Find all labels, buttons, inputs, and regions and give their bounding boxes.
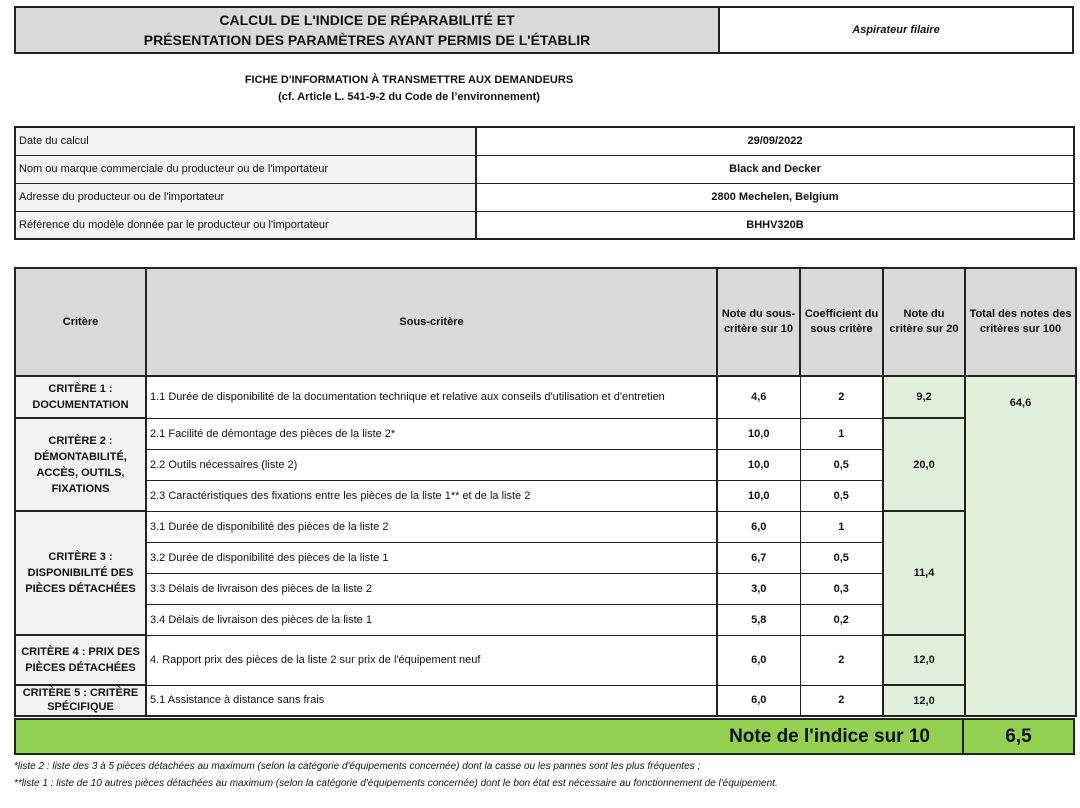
- criteria-table: [14, 267, 1077, 717]
- sub-criterion-note: 4,6: [717, 376, 800, 418]
- criterion-name: CRITÈRE 3 : DISPONIBILITÉ DES PIÈCES DÉTACHÉES: [15, 511, 146, 635]
- sub-criterion-note: 6,7: [717, 542, 800, 573]
- col-header-note-critere: Note du critère sur 20: [883, 268, 965, 376]
- sub-criterion-coef: 0,5: [800, 480, 883, 511]
- criterion-name: CRITÈRE 2 : DÉMONTABILITÉ, ACCÈS, OUTILS, FIXATIONS: [15, 418, 146, 511]
- sub-criterion-coef: 1: [800, 418, 883, 449]
- info-value: 29/09/2022: [476, 127, 1074, 155]
- sub-criterion-label: 5.1 Assistance à distance sans frais: [146, 685, 717, 716]
- sub-criterion-note: 5,8: [717, 604, 800, 635]
- document-header: [14, 6, 1074, 54]
- col-header-critere: Critère: [15, 268, 146, 376]
- title-line-2: PRÉSENTATION DES PARAMÈTRES AYANT PERMIS DE L'ÉTABLIR: [143, 32, 591, 48]
- criterion-score: 12,0: [883, 685, 965, 716]
- subtitle-line-1: FICHE D'INFORMATION À TRANSMETTRE AUX DEMANDEURS: [244, 74, 574, 86]
- sub-criterion-coef: 0,3: [800, 573, 883, 604]
- final-score-value: 6,5: [1005, 726, 1032, 747]
- col-header-sous-critere: Sous-critère: [146, 268, 717, 376]
- table-row: [15, 635, 1076, 685]
- table-row: [15, 376, 1076, 418]
- info-value: Black and Decker: [476, 155, 1074, 183]
- sub-criterion-note: 10,0: [717, 449, 800, 480]
- info-row: [15, 155, 1074, 183]
- info-label: Référence du modèle donnée par le producteur ou l'importateur: [15, 211, 476, 239]
- sub-criterion-label: 3.1 Durée de disponibilité des pièces de la liste 2: [146, 511, 717, 542]
- sub-criterion-label: 2.2 Outils nécessaires (liste 2): [146, 449, 717, 480]
- sub-criterion-label: 1.1 Durée de disponibilité de la documentation technique et relative aux conseils d'utilisation et d'entretien: [146, 376, 717, 418]
- sub-criterion-label: 3.2 Durée de disponibilité des pièces de la liste 1: [146, 542, 717, 573]
- sub-criterion-note: 6,0: [717, 635, 800, 685]
- sub-criterion-note: 3,0: [717, 573, 800, 604]
- sub-criterion-note: 10,0: [717, 480, 800, 511]
- sub-criterion-coef: 0,5: [800, 542, 883, 573]
- criterion-score: 12,0: [883, 635, 965, 685]
- sub-criterion-note: 6,0: [717, 685, 800, 716]
- sub-criterion-coef: 1: [800, 511, 883, 542]
- sub-criterion-label: 2.1 Facilité de démontage des pièces de la liste 2*: [146, 418, 717, 449]
- criterion-cell: [15, 685, 146, 716]
- col-header-coef: Coefficient du sous critère: [800, 268, 883, 376]
- sub-criterion-coef: 0,2: [800, 604, 883, 635]
- criterion-score: 20,0: [883, 418, 965, 511]
- info-label: Adresse du producteur ou de l'importateur: [15, 183, 476, 211]
- footnote: *liste 2 : liste des 3 à 5 pièces détachées au maximum (selon la catégorie d'équipements concernée) dont la casse ou les pannes sont les plus fréquentes ;: [14, 761, 701, 772]
- table-row: [15, 418, 1076, 449]
- col-header-note-sous: Note du sous-critère sur 10: [717, 268, 800, 376]
- sub-criterion-coef: 2: [800, 685, 883, 716]
- sub-criterion-coef: 2: [800, 635, 883, 685]
- footnotes: [14, 758, 1074, 792]
- subtitle-line-2: (cf. Article L. 541-9-2 du Code de l’environnement): [278, 91, 540, 103]
- document-title: [16, 8, 720, 52]
- sub-criterion-label: 2.3 Caractéristiques des fixations entre les pièces de la liste 1** et de la liste 2: [146, 480, 717, 511]
- sub-criterion-note: 10,0: [717, 418, 800, 449]
- sub-criterion-label: 3.3 Délais de livraison des pièces de la liste 2: [146, 573, 717, 604]
- info-row: [15, 127, 1074, 155]
- sub-criterion-coef: 2: [800, 376, 883, 418]
- sub-criterion-note: 6,0: [717, 511, 800, 542]
- info-label: Date du calcul: [15, 127, 476, 155]
- footnote: **liste 1 : liste de 10 autres pièces détachées au maximum (selon la catégorie d'équipements concernée) dont le bon état est nécessaire au fonctionnement de l'équipement.: [14, 778, 778, 789]
- sub-criterion-label: 3.4 Délais de livraison des pièces de la liste 1: [146, 604, 717, 635]
- criterion-name: CRITÈRE 5 : CRITÈRE SPÉCIFIQUE: [22, 687, 139, 713]
- info-value: 2800 Mechelen, Belgium: [476, 183, 1074, 211]
- table-row: [15, 511, 1076, 542]
- final-score-bar: [14, 718, 1075, 755]
- criterion-score: 9,2: [883, 376, 965, 418]
- col-header-total: Total des notes des critères sur 100: [965, 268, 1076, 376]
- info-table: [14, 126, 1075, 240]
- info-label: Nom ou marque commerciale du producteur ou de l'importateur: [15, 155, 476, 183]
- criterion-name: CRITÈRE 1 : DOCUMENTATION: [15, 376, 146, 418]
- criterion-name: CRITÈRE 4 : PRIX DES PIÈCES DÉTACHÉES: [15, 635, 146, 685]
- table-header-row: [15, 268, 1076, 376]
- product-type: Aspirateur filaire: [852, 24, 940, 36]
- sub-criterion-label: 4. Rapport prix des pièces de la liste 2 sur prix de l'équipement neuf: [146, 635, 717, 685]
- sub-criterion-coef: 0,5: [800, 449, 883, 480]
- subtitle: [14, 72, 804, 106]
- info-row: [15, 183, 1074, 211]
- table-row: [15, 685, 1076, 716]
- final-score-label: Note de l'indice sur 10: [16, 720, 964, 753]
- title-line-1: CALCUL DE L'INDICE DE RÉPARABILITÉ ET: [219, 12, 515, 28]
- info-row: [15, 211, 1074, 239]
- total-score-100: 64,6: [965, 376, 1076, 716]
- criterion-score: 11,4: [883, 511, 965, 635]
- info-value: BHHV320B: [476, 211, 1074, 239]
